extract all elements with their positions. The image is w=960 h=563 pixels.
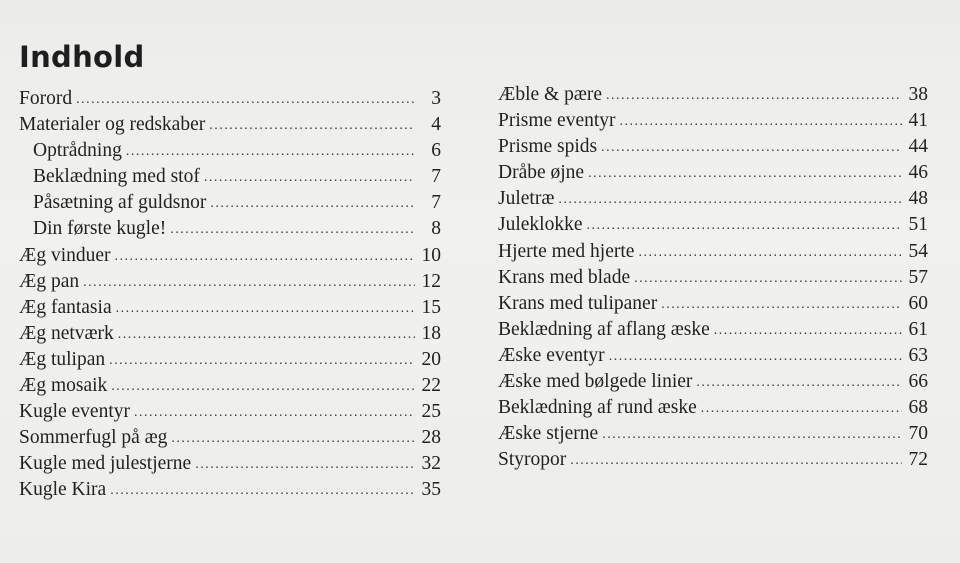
dot-leader [111, 374, 415, 400]
toc-entry-page: 8 [431, 218, 441, 240]
toc-entry-title: Æg netværk [19, 322, 114, 344]
dot-leader [701, 396, 902, 422]
dot-leader [638, 240, 902, 266]
toc-entry [498, 186, 928, 212]
toc-entry [498, 239, 928, 265]
toc-entry-title: Æble & pære [498, 84, 602, 105]
dot-leader [606, 83, 902, 109]
toc-entry-page: 15 [421, 296, 441, 318]
toc-right-column [498, 82, 928, 473]
dot-leader [210, 191, 415, 217]
dot-leader [204, 165, 415, 191]
toc-entry-page: 54 [908, 240, 928, 262]
toc-entry-title: Beklædning af rund æske [498, 397, 697, 419]
toc-entry-title: Påsætning af guldsnor [33, 192, 207, 214]
toc-entry-page: 35 [421, 479, 441, 501]
toc-entry-page: 60 [908, 292, 928, 314]
toc-entry-title: Juletræ [498, 188, 555, 210]
toc-entry-page: 44 [908, 136, 928, 158]
dot-leader [115, 244, 415, 270]
dot-leader [588, 161, 902, 187]
toc-entry [19, 373, 441, 399]
dot-leader [634, 266, 902, 292]
toc-left-column [19, 86, 441, 504]
toc-entry-title: Kugle med julestjerne [19, 453, 192, 475]
toc-entry [498, 160, 928, 186]
toc-entry [498, 343, 928, 369]
dot-leader [171, 426, 415, 452]
toc-entry [498, 369, 928, 395]
dot-leader [661, 292, 902, 318]
dot-leader [586, 213, 902, 239]
toc-entry-page: 70 [908, 423, 928, 445]
dot-leader [109, 348, 415, 374]
dot-leader [134, 400, 415, 426]
toc-entry-page: 48 [908, 188, 928, 210]
toc-entry [19, 164, 441, 190]
dot-leader [558, 187, 902, 213]
toc-entry-title: Prisme eventyr [498, 110, 616, 132]
toc-entry [498, 291, 928, 317]
toc-entry-title: Optrådning [33, 140, 122, 162]
toc-entry-page: 32 [421, 453, 441, 475]
toc-entry-page: 51 [908, 214, 928, 236]
toc-entry-page: 4 [431, 114, 441, 136]
dot-leader [110, 478, 415, 504]
toc-entry [19, 347, 441, 373]
toc-entry-page: 18 [421, 322, 441, 344]
toc-entry-page: 7 [431, 166, 441, 188]
toc-entry [19, 216, 441, 242]
toc-entry-title: Juleklokke [498, 214, 583, 236]
toc-entry [19, 295, 441, 321]
toc-entry [498, 395, 928, 421]
dot-leader [118, 322, 415, 348]
dot-leader [609, 344, 902, 370]
dot-leader [170, 217, 415, 243]
toc-entry-title: Æg mosaik [19, 375, 108, 397]
dot-leader [601, 135, 902, 161]
dot-leader [76, 87, 415, 113]
toc-entry [498, 265, 928, 291]
toc-entry-title: Prisme spids [498, 136, 598, 158]
toc-entry-page: 57 [908, 266, 928, 288]
toc-entry-page: 72 [908, 449, 928, 471]
dot-leader [696, 370, 902, 396]
dot-leader [195, 452, 415, 478]
toc-entry [19, 269, 441, 295]
dot-leader [116, 296, 415, 322]
dot-leader [714, 318, 902, 344]
dot-leader [126, 139, 415, 165]
toc-entry [19, 112, 441, 138]
toc-entry-title: Materialer og redskaber [19, 114, 206, 136]
toc-entry-page: 41 [908, 110, 928, 132]
toc-entry-title: Kugle eventyr [19, 401, 131, 423]
toc-entry [19, 190, 441, 216]
dot-leader [620, 109, 902, 135]
toc-entry-title: Styropor [498, 449, 567, 471]
toc-entry-page: 7 [431, 192, 441, 214]
toc-entry [19, 321, 441, 347]
toc-entry-title: Krans med blade [498, 266, 631, 288]
toc-entry-page: 20 [421, 348, 441, 370]
toc-entry-title: Sommerfugl på æg [19, 427, 168, 449]
toc-entry [498, 134, 928, 160]
toc-entry-page: 61 [908, 318, 928, 340]
toc-entry-title: Krans med tulipaner [498, 292, 658, 314]
toc-entry-page: 6 [431, 140, 441, 162]
toc-entry-page: 12 [421, 270, 441, 292]
toc-entry [498, 317, 928, 343]
toc-entry-page: 46 [908, 162, 928, 184]
dot-leader [209, 113, 415, 139]
toc-entry-page: 68 [908, 397, 928, 419]
toc-entry-title: Æg vinduer [19, 244, 111, 266]
toc-entry-title: Æg tulipan [19, 348, 106, 370]
toc-entry-page: 63 [908, 344, 928, 366]
toc-entry-page: 66 [908, 371, 928, 393]
toc-entry-title: Beklædning af aflang æske [498, 318, 710, 340]
toc-entry-title: Beklædning med stof [33, 166, 200, 188]
toc-entry [498, 212, 928, 238]
toc-entry-title: Hjerte med hjerte [498, 240, 635, 262]
toc-entry [19, 243, 441, 269]
toc-entry [19, 138, 441, 164]
toc-entry-title: Kugle Kira [19, 479, 107, 501]
toc-entry-title: Dråbe øjne [498, 162, 585, 184]
toc-entry-title: Æske med bølgede linier [498, 371, 693, 393]
toc-entry-title: Æg pan [19, 270, 80, 292]
toc-entry [498, 82, 928, 108]
toc-entry-page: 25 [421, 401, 441, 423]
toc-entry [19, 425, 441, 451]
page-title: Indhold [19, 40, 145, 74]
toc-entry [19, 86, 441, 112]
toc-entry-title: Æg fantasia [19, 296, 112, 318]
toc-entry-page: 38 [908, 84, 928, 105]
toc-entry-page: 3 [431, 88, 441, 109]
toc-entry-title: Æske eventyr [498, 344, 605, 366]
toc-entry [19, 477, 441, 503]
toc-entry-title: Æske stjerne [498, 423, 599, 445]
dot-leader [83, 270, 415, 296]
toc-entry [19, 451, 441, 477]
toc-entry [498, 447, 928, 473]
dot-leader [570, 448, 902, 474]
toc-entry [19, 399, 441, 425]
dot-leader [602, 422, 902, 448]
toc-entry-page: 22 [421, 375, 441, 397]
toc-entry [498, 108, 928, 134]
toc-entry-title: Forord [19, 88, 73, 109]
toc-entry [498, 421, 928, 447]
toc-entry-page: 10 [421, 244, 441, 266]
toc-entry-title: Din første kugle! [33, 218, 167, 240]
toc-entry-page: 28 [421, 427, 441, 449]
